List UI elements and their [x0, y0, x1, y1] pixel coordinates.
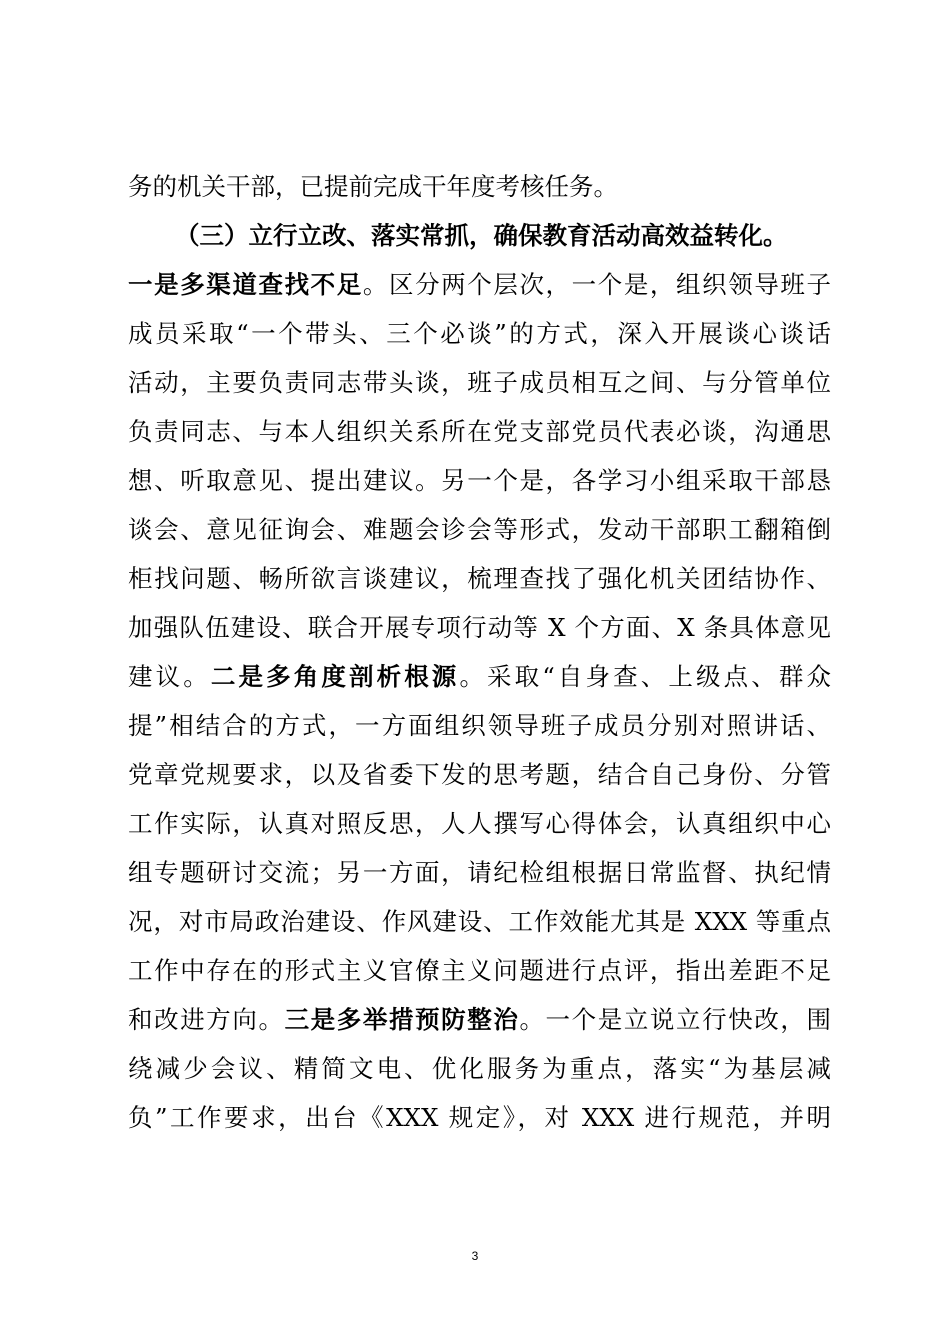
body-text: 务的机关干部，已提前完成干年度考核任务。: [128, 172, 618, 201]
body-text: 工作实际，认真对照反思，人人撰写心得体会，认真组织中心: [128, 809, 831, 838]
body-text: 成员采取“一个带头、三个必谈”的方式，深入开展谈心谈话: [128, 319, 831, 348]
text-line: [128, 162, 831, 211]
text-line: [128, 260, 831, 309]
text-line: [128, 946, 831, 995]
text-line: [128, 701, 831, 750]
body-text: 。采取“自身查、上级点、群众: [459, 662, 832, 691]
body-text: 。区分两个层次，一个是，组织领导班子: [362, 270, 832, 299]
text-line: [128, 456, 831, 505]
body-text: 组专题研讨交流；另一方面，请纪检组根据日常监督、执纪情: [128, 858, 831, 887]
text-line: [128, 897, 831, 946]
text-line: [128, 652, 831, 701]
body-text: 绕减少会议、精简文电、优化服务为重点，落实“为基层减: [128, 1054, 831, 1083]
bold-heading-text: 三是多举措预防整治: [284, 1005, 520, 1034]
body-text: 负”工作要求，出台《XXX 规定》，对 XXX 进行规范，并明: [128, 1103, 831, 1132]
body-text: 活动，主要负责同志带头谈，班子成员相互之间、与分管单位: [128, 368, 831, 397]
body-text: 柜找问题、畅所欲言谈建议，梳理查找了强化机关团结协作、: [128, 564, 831, 593]
text-line: [128, 1093, 831, 1142]
body-text: 谈会、意见征询会、难题会诊会等形式，发动干部职工翻箱倒: [128, 515, 831, 544]
body-text: 提”相结合的方式，一方面组织领导班子成员分别对照讲话、: [128, 711, 831, 740]
text-line: [128, 309, 831, 358]
text-line: [128, 407, 831, 456]
body-text: 想、听取意见、提出建议。另一个是，各学习小组采取干部恳: [128, 466, 831, 495]
text-line: [128, 603, 831, 652]
body-text: 建议。: [128, 662, 211, 691]
body-text: 负责同志、与本人组织关系所在党支部党员代表必谈，沟通思: [128, 417, 831, 446]
bold-heading-text: （三）立行立改、落实常抓，确保教育活动高效益转化。: [175, 221, 788, 250]
text-line: [128, 554, 831, 603]
text-line: [128, 750, 831, 799]
document-body: [128, 162, 831, 1142]
body-text: 和改进方向。: [128, 1005, 285, 1034]
text-line: [128, 358, 831, 407]
text-line: [128, 995, 831, 1044]
body-text: 党章党规要求，以及省委下发的思考题，结合自己身份、分管: [128, 760, 831, 789]
bold-heading-text: 一是多渠道查找不足: [128, 270, 363, 299]
text-line: [128, 505, 831, 554]
text-line: [128, 1044, 831, 1093]
text-line: [128, 211, 831, 260]
body-text: 况，对市局政治建设、作风建设、工作效能尤其是 XXX 等重点: [128, 907, 831, 936]
bold-heading-text: 二是多角度剖析根源: [210, 662, 460, 691]
page-number: 3: [471, 1249, 479, 1263]
text-line: [128, 799, 831, 848]
text-line: [128, 848, 831, 897]
body-text: 工作中存在的形式主义官僚主义问题进行点评，指出差距不足: [128, 956, 831, 985]
body-text: 加强队伍建设、联合开展专项行动等 X 个方面、X 条具体意见: [128, 613, 831, 642]
body-text: 。一个是立说立行快改，围: [519, 1005, 832, 1034]
